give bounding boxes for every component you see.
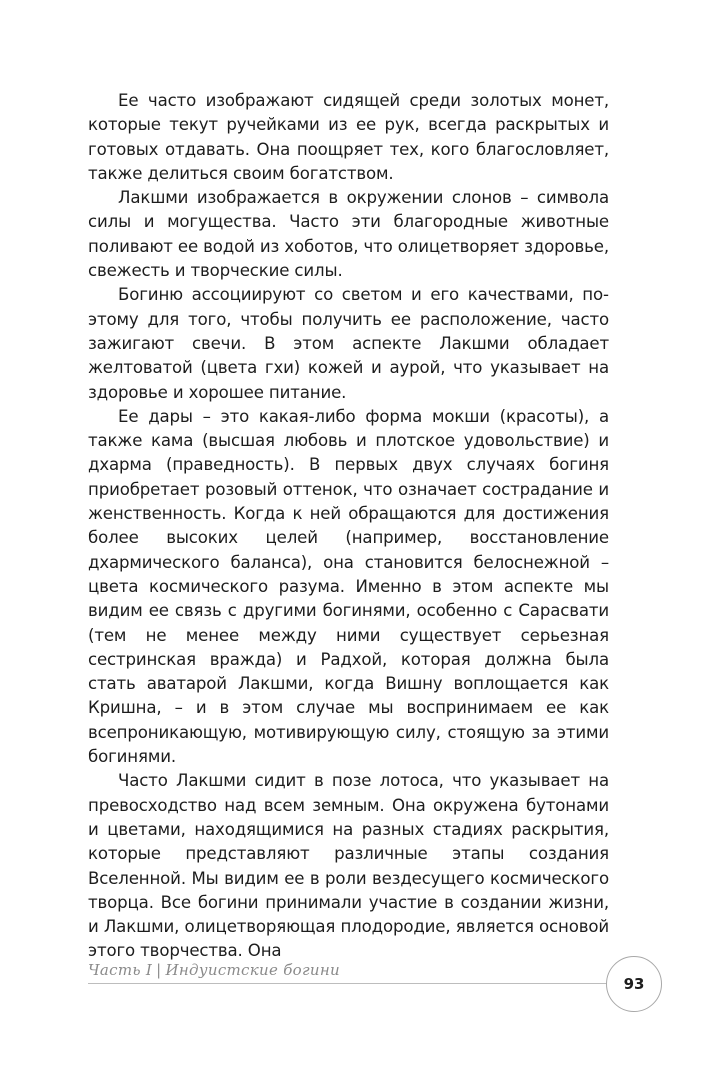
footer-rule [88,983,610,984]
footer-part-label: Часть I [88,961,153,979]
running-footer [88,961,340,979]
body-text [88,89,609,964]
paragraph-5: Часто Лакшми сидит в позе лотоса, что указывает на превосходство над всем земным. Она окружена бутонами и цветами, находящимися на разных стадиях раскрытия, которые представляют различные этапы создания Вселенной. Мы видим ее в роли вездесущего космического творца. Все богини принимали участие в создании жизни, и Лакшми, олицетворяющая плодородие, является основой этого творчества. Она [88,771,609,961]
page-number-circle [606,956,662,1012]
paragraph-4: Ее дары – это какая-либо форма мокши (красоты), а также кама (высшая любовь и плотское удовольствие) и дхарма (праведность). В первых двух случаях богиня приобретает розовый оттенок, что означает сострадание и женственность. Когда к ней обращаются для достижения более высоких целей (например, восстановление дхармического баланса), она становится белоснежной – цвета космического разума. Именно в этом аспекте мы видим ее связь с другими богинями, особенно с Сарасвати (тем не менее между ними существует серьезная сестринская вражда) и Радхой, которая должна была стать аватарой Лакшми, когда Вишну воплощается как Кришна, – и в этом случае мы воспринимаем ее как всепроникающую, мотивирующую силу, стоящую за этими богинями. [88,406,609,767]
page-number: 93 [623,975,645,993]
paragraph-2: Лакшми изображается в окружении слонов – символа силы и могущества. Часто эти благородные животные поливают ее водой из хоботов, что олицетворяет здоровье, свежесть и творческие силы. [88,188,609,281]
footer-separator: | [156,961,162,979]
paragraph-3: Богиню ассоциируют со светом и его качествами, поэтому для того, чтобы получить ее расположение, часто зажигают свечи. В этом аспекте Лакшми обладает желтоватой (цвета гхи) кожей и аурой, что указывает на здоровье и хорошее питание. [88,285,609,402]
paragraph-1: Ее часто изображают сидящей среди золотых монет, которые текут ручейками из ее рук, всегда раскрытых и готовых отдавать. Она поощряет тех, кого благословляет, также делиться своим богатством. [88,91,609,183]
footer-section-title: Индуистские богини [165,961,340,979]
